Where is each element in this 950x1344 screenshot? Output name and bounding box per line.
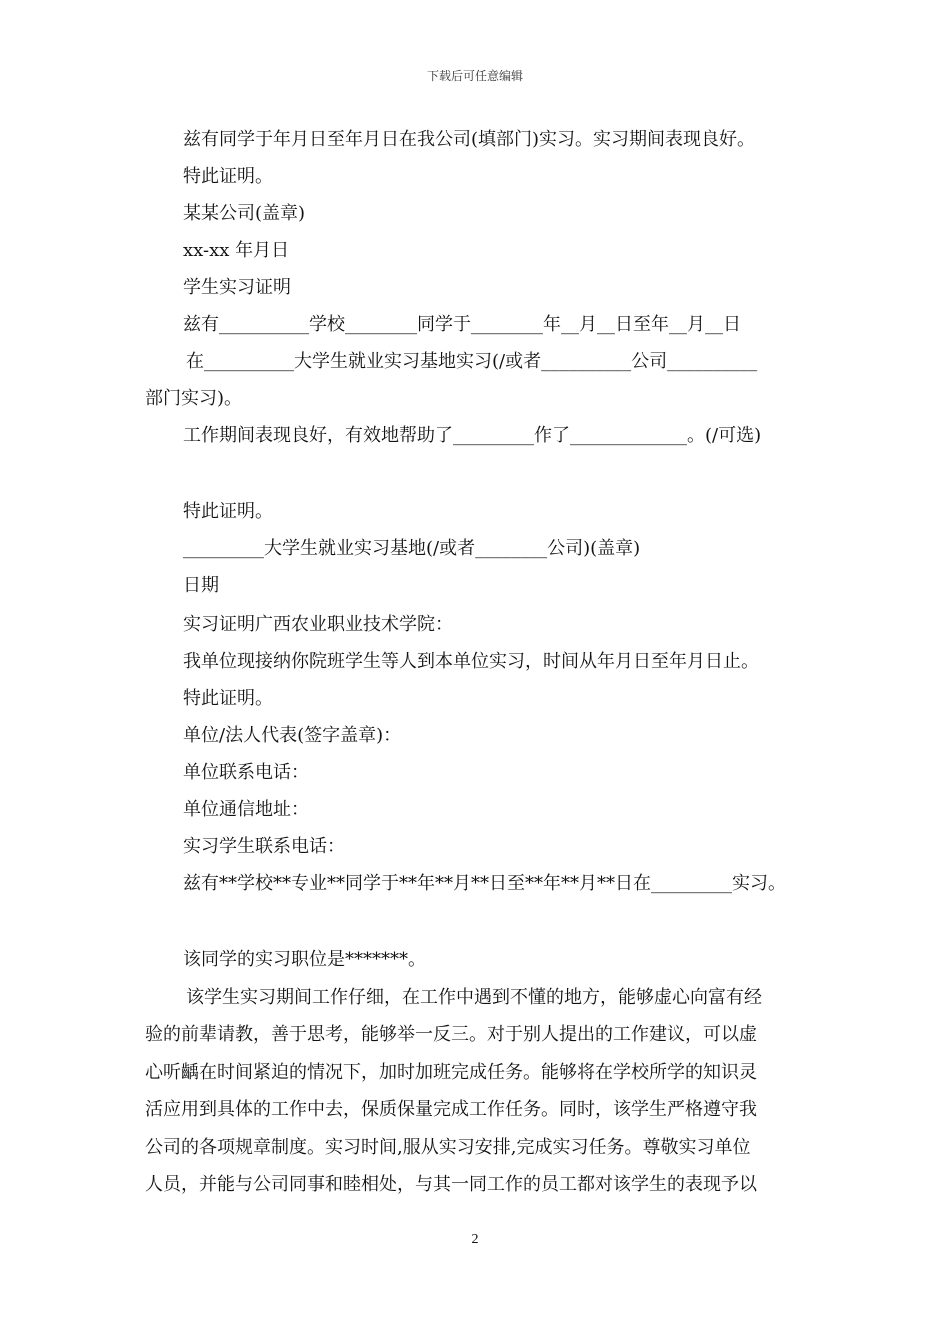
text-line: 验的前辈请教，善于思考，能够举一反三。对于别人提出的工作建议，可以虚 [145,1024,757,1045]
text-line: 单位联系电话： [183,762,309,783]
text-line: 兹有同学于年月日至年月日在我公司(填部门)实习。实习期间表现良好。 [183,129,756,150]
text-line: 实习学生联系电话： [183,836,345,857]
text-line: 兹有__________学校________同学于________年__月__日至年__月__日 [183,314,741,335]
text-line: 日期 [183,575,219,596]
text-line: 心听齲在时间紧迫的情况下，加时加班完成任务。能够将在学校所学的知识灵 [145,1062,757,1083]
text-line: 公司的各项规章制度。实习时间,服从实习安排,完成实习任务。尊敬实习单位 [145,1137,751,1158]
text-line: 特此证明。 [183,688,273,709]
text-line: 兹有**学校**专业**同学于**年**月**日至**年**月**日在_________实习。 [183,873,786,894]
text-line: xx-xx 年月日 [183,240,290,261]
text-line: 活应用到具体的工作中去，保质保量完成工作任务。同时，该学生严格遵守我 [145,1099,757,1120]
text-line: 某某公司(盖章) [183,203,306,224]
text-line: 学生实习证明 [183,277,291,298]
text-line: 单位/法人代表(签字盖章)： [183,725,402,746]
text-line: 人员，并能与公司同事和睦相处，与其一同工作的员工都对该学生的表现予以 [145,1174,757,1195]
text-line: 该学生实习期间工作仔细，在工作中遇到不懂的地方，能够虚心向富有经 [186,987,762,1008]
text-line: 实习证明广西农业职业技术学院： [183,614,453,635]
text-line: 工作期间表现良好，有效地帮助了_________作了_____________。(/可选) [183,425,762,446]
text-line: 特此证明。 [183,166,273,187]
page-number: 2 [471,1232,479,1247]
text-line: 我单位现接纳你院班学生等人到本单位实习，时间从年月日至年月日止。 [183,651,759,672]
text-line: 单位通信地址： [183,799,309,820]
text-line: 部门实习)。 [145,388,243,409]
text-line: 特此证明。 [183,501,273,522]
text-line: _________大学生就业实习基地(/或者________公司)(盖章) [183,538,641,559]
text-line: 该同学的实习职位是*******。 [183,949,426,970]
text-line: 在__________大学生就业实习基地实习(/或者__________公司__________ [186,351,758,372]
page-header: 下载后可任意编辑 [426,69,523,83]
